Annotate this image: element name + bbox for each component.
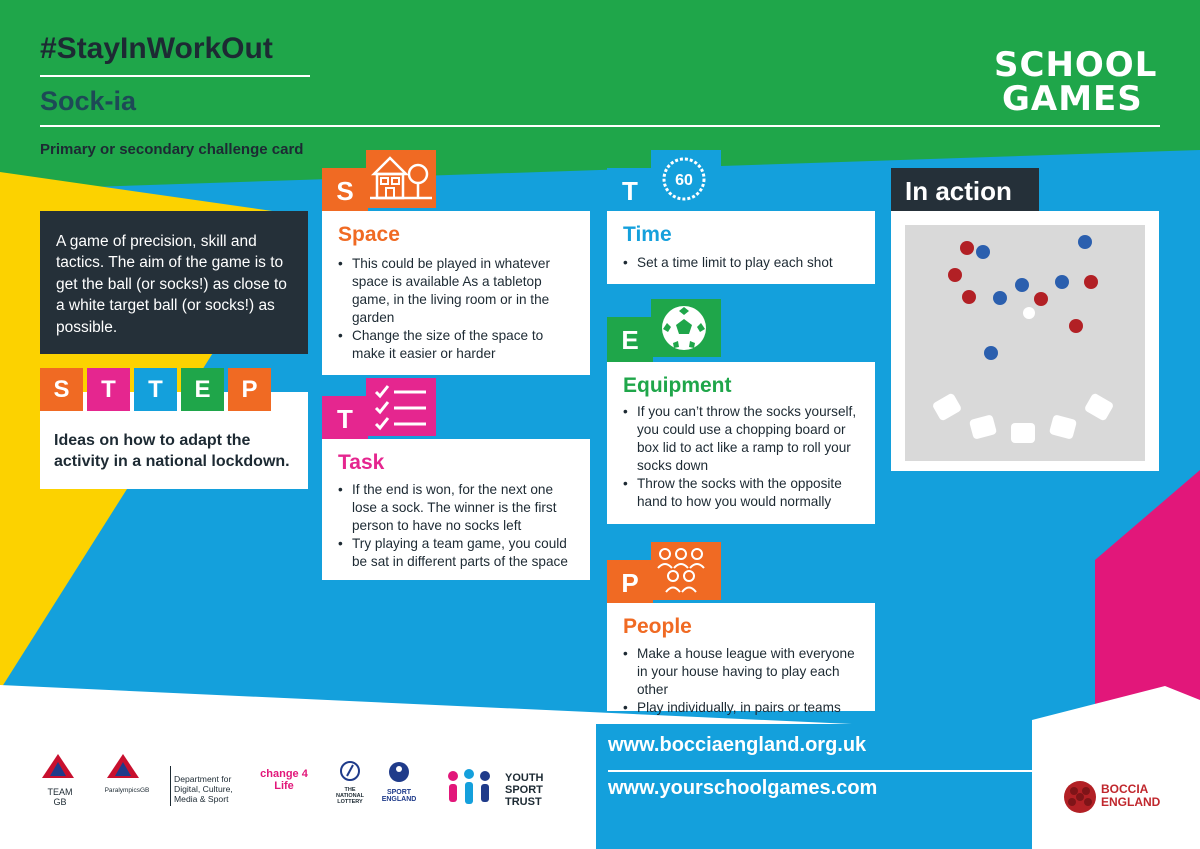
sport-england-label: SPORT ENGLAND <box>381 789 417 803</box>
time-card <box>607 211 875 284</box>
logo-line-1: SCHOOL <box>994 45 1158 85</box>
checklist-icon <box>366 378 436 436</box>
people-letter-tile: P <box>607 560 653 606</box>
url-divider <box>608 770 1032 772</box>
yst-figures-icon <box>443 768 495 808</box>
sttep-letter-tiles <box>40 368 271 411</box>
sttep-description: Ideas on how to adapt the activity in a national lockdown. <box>54 432 290 470</box>
change4life-logo: change 4 Life <box>260 768 308 792</box>
sttep-tile-t2: T <box>134 368 177 411</box>
boccia-ball-icon <box>1062 780 1098 819</box>
lion-icon <box>40 752 76 782</box>
time-bullets <box>623 254 868 272</box>
title-divider <box>40 125 1160 127</box>
wheelchairs <box>932 392 1115 443</box>
in-action-heading: In action <box>891 168 1039 211</box>
school-games-logo <box>994 45 1164 119</box>
task-letter-tile: T <box>322 396 368 442</box>
dcms-label: Department for Digital, Culture, Media & Sport <box>174 774 233 804</box>
sttep-tile-s: S <box>40 368 83 411</box>
header-divider <box>40 75 310 77</box>
people-title: People <box>623 615 692 638</box>
people-bullets <box>623 645 868 717</box>
paralympics-lion-icon <box>103 752 143 782</box>
lottery-label: THE NATIONAL LOTTERY <box>335 787 364 805</box>
time-title: Time <box>623 223 672 246</box>
team-gb-logo <box>40 752 80 807</box>
national-lottery-logo <box>330 760 370 805</box>
equipment-bullets <box>623 403 868 511</box>
equipment-letter-tile: E <box>607 317 653 363</box>
jack-ball <box>1023 307 1035 319</box>
youth-sport-trust-logo <box>443 768 495 813</box>
intro-panel <box>40 211 308 354</box>
space-bullets <box>338 255 573 363</box>
space-title: Space <box>338 223 400 246</box>
equipment-card <box>607 362 875 524</box>
space-bullet-2: • Change the size of the space to make it easier or harder <box>338 327 573 363</box>
crossed-fingers-icon <box>339 760 361 782</box>
task-bullets <box>338 481 578 571</box>
sport-england-emblem-icon <box>386 760 412 784</box>
hashtag-heading: #StayInWorkOut <box>40 32 273 65</box>
page-title: Sock-ia <box>40 86 137 116</box>
sttep-tile-t1: T <box>87 368 130 411</box>
people-card <box>607 603 875 715</box>
equipment-bullet-2: • Throw the socks with the opposite hand to how you would normally <box>623 475 868 511</box>
youth-sport-trust-label: YOUTH SPORT TRUST <box>505 772 544 808</box>
sttep-tile-e: E <box>181 368 224 411</box>
space-card <box>322 211 590 375</box>
house-tree-icon <box>366 150 436 208</box>
space-bullet-1: • This could be played in whatever space is available As a tabletop game, in the living room or in the garden <box>338 255 573 327</box>
space-letter-tile: S <box>322 168 368 214</box>
people-bullet-1: • Make a house league with everyone in your house having to play each other <box>623 645 868 699</box>
card-type-label: Primary or secondary challenge card <box>40 141 304 158</box>
task-bullet-2: • Try playing a team game, you could be sat in different parts of the space <box>338 535 578 571</box>
task-title: Task <box>338 451 385 474</box>
intro-text: A game of precision, skill and tactics. The aim of the game is to get the ball (or socks!) as close to a white target ball (or socks!) as possible. <box>56 233 287 336</box>
paralympics-label: ParalympicsGB <box>104 787 150 794</box>
equipment-title: Equipment <box>623 374 732 397</box>
blue-balls <box>976 235 1092 360</box>
timer-label: 60 <box>675 172 693 189</box>
school-games-url-link[interactable]: www.yourschoolgames.com <box>608 777 878 799</box>
sttep-tile-p: P <box>228 368 271 411</box>
time-bullet-1: • Set a time limit to play each shot <box>623 254 868 272</box>
timer-60-icon <box>651 150 721 208</box>
boccia-url-link[interactable]: www.bocciaengland.org.uk <box>608 734 867 756</box>
equipment-bullet-1: • If you can’t throw the socks yourself, you could use a chopping board or box lid to act like a ramp to roll your socks down <box>623 403 868 475</box>
sport-england-logo <box>376 760 422 803</box>
in-action-illustration <box>905 225 1145 461</box>
task-card <box>322 439 590 580</box>
paralympics-gb-logo <box>103 752 151 794</box>
logo-line-2: GAMES <box>1002 79 1143 119</box>
people-bullet-2: • Play individually, in pairs or teams <box>623 699 868 717</box>
people-group-icon <box>651 542 721 600</box>
team-gb-label: TEAM GB <box>47 787 73 807</box>
task-bullet-1: • If the end is won, for the next one lose a sock. The winner is the first person to have no socks left <box>338 481 578 535</box>
time-letter-tile: T <box>607 168 653 214</box>
boccia-england-label: BOCCIA ENGLAND <box>1101 782 1161 809</box>
football-icon <box>651 299 721 357</box>
